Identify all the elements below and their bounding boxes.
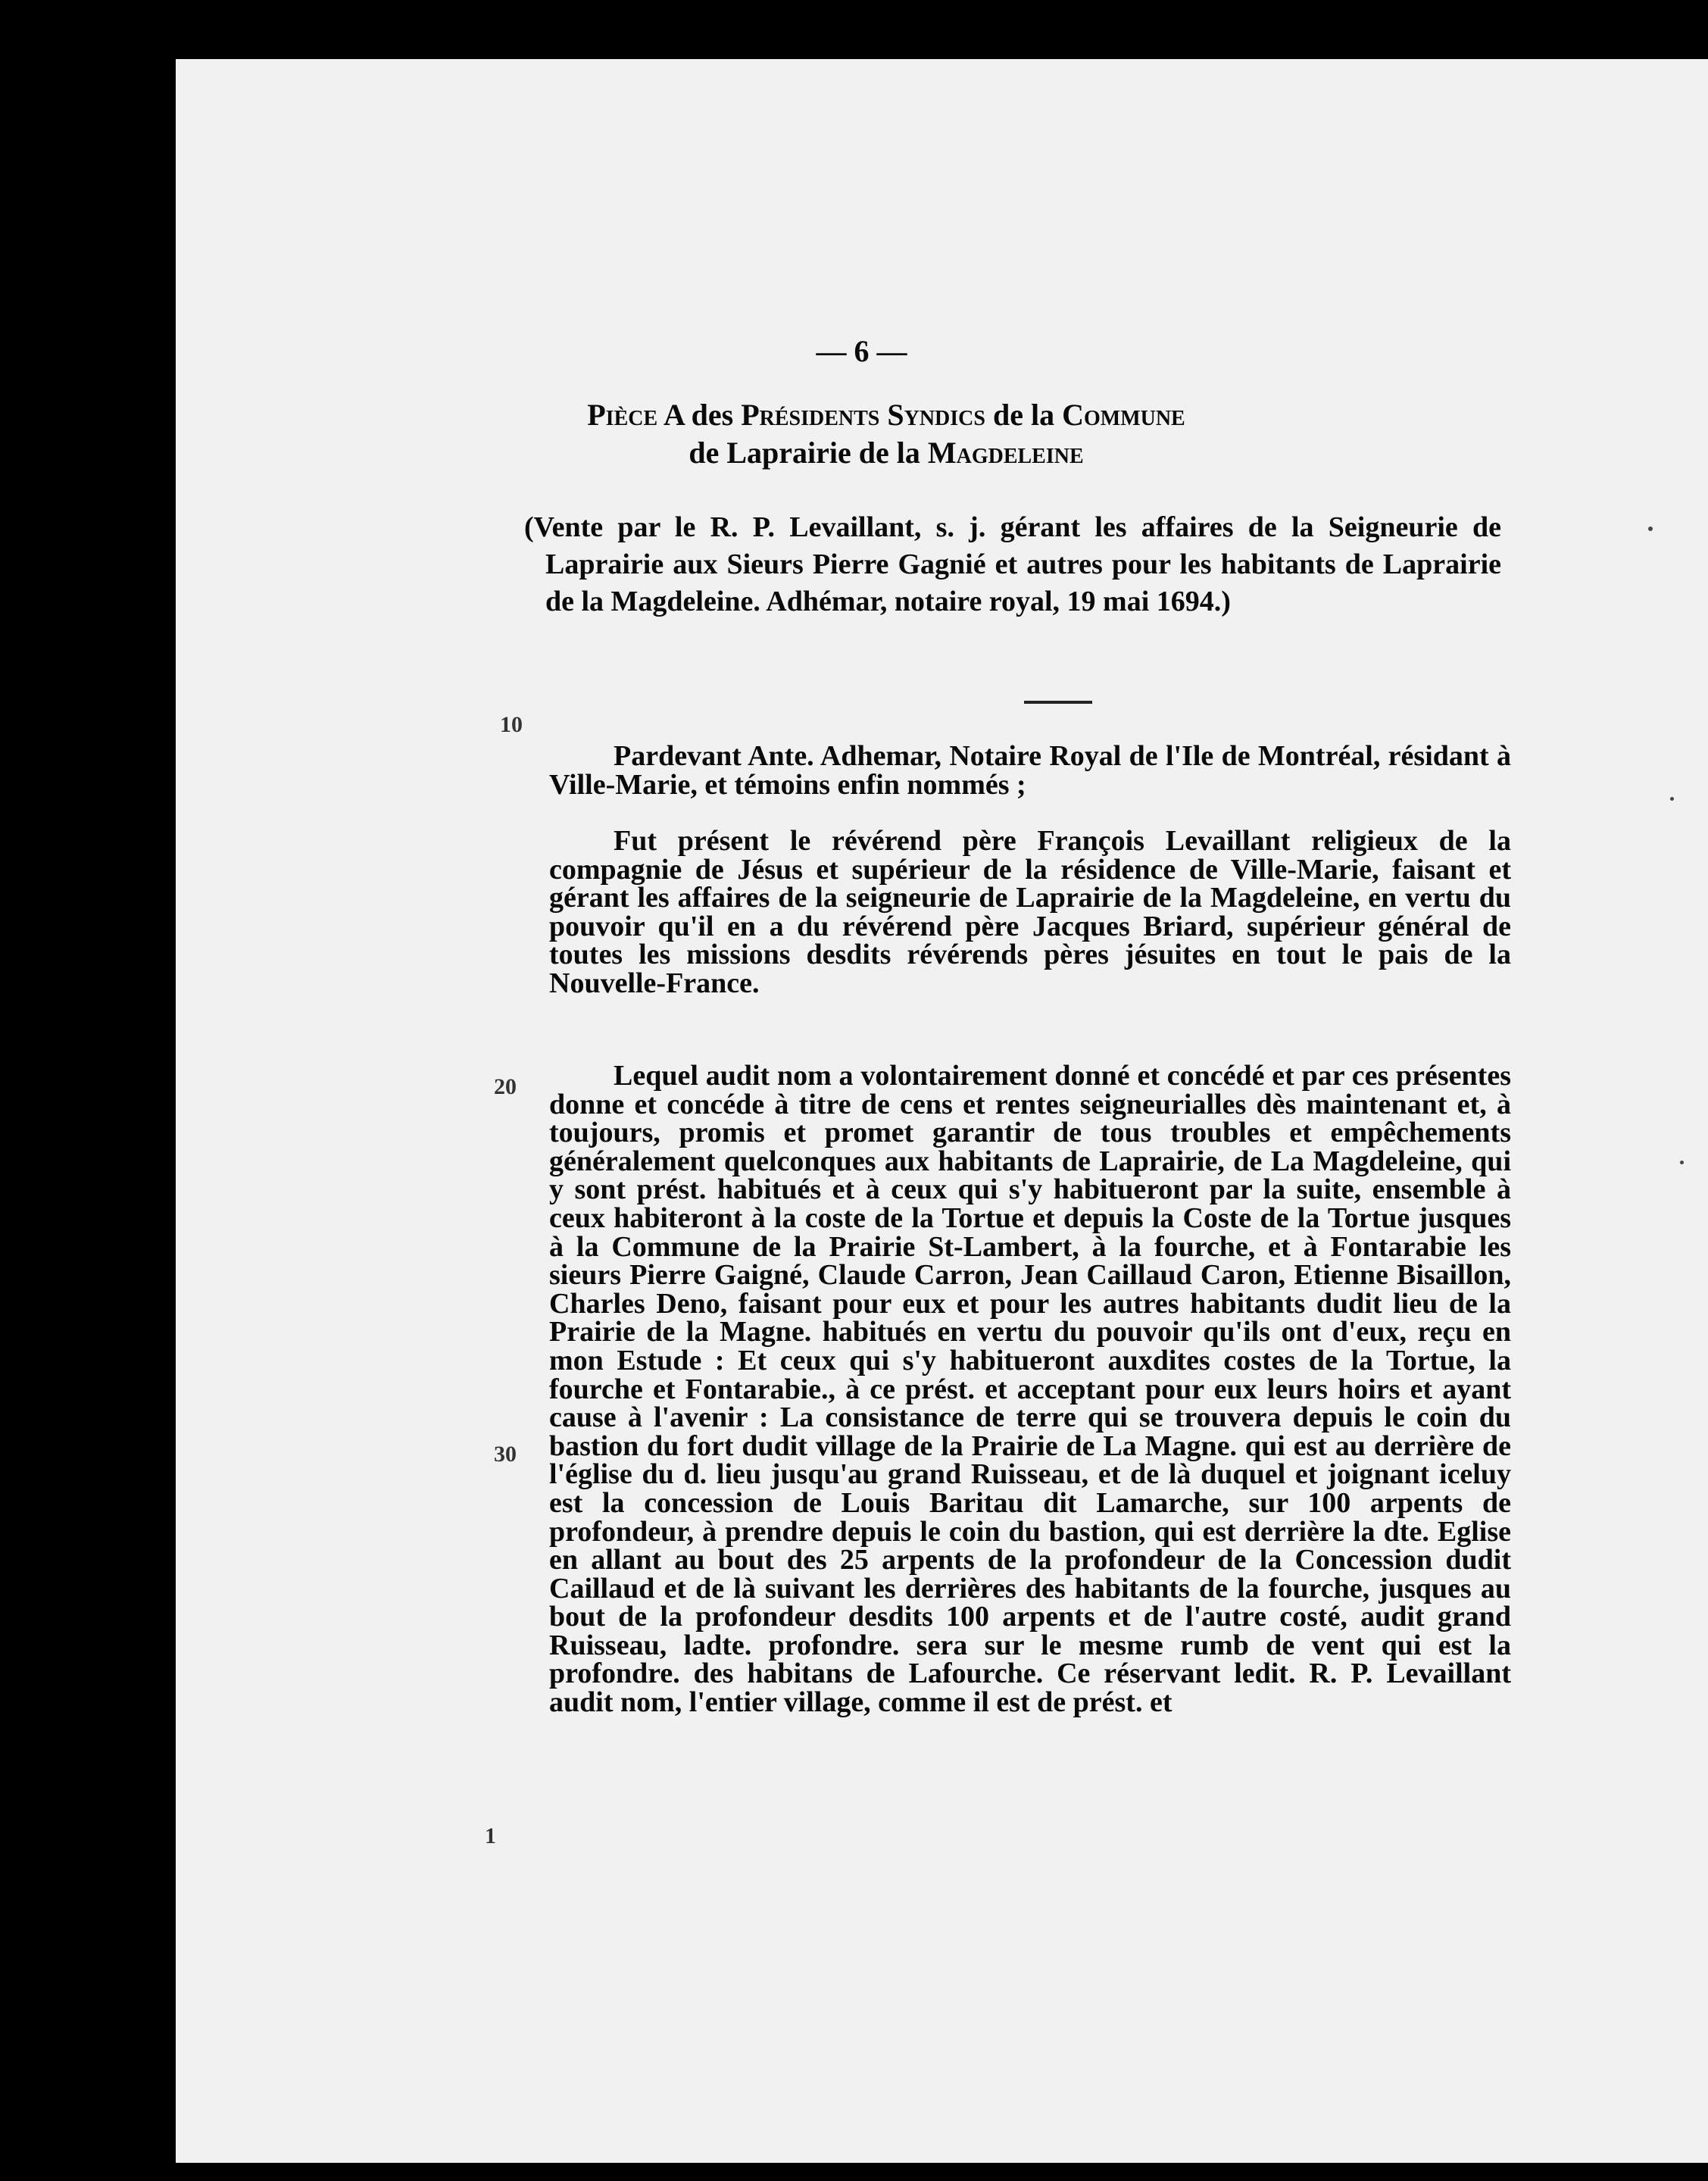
title-word: Magdeleine — [927, 436, 1084, 470]
paragraph: Fut présent le révérend père François Levaillant religieux de la compagnie de Jésus et supérieur de la résidence de Ville-Marie, faisant et gérant les affaires de la seigneurie de Laprairie de la Magdeleine, en vertu du pouvoir qu'il en a du révérend père Jacques Briard, supérieur général de toutes les missions desdits révérends pères jésuites en tout le pais de la Nouvelle-France. — [549, 825, 1511, 999]
title-word: de Laprairie de la — [689, 436, 928, 470]
margin-line-number: 10 — [500, 712, 523, 737]
margin-line-number: 30 — [494, 1442, 517, 1467]
title-word: de la — [985, 398, 1063, 432]
margin-line-number: 20 — [494, 1074, 517, 1099]
title-word: Commune — [1062, 398, 1185, 432]
title-line-2 — [470, 435, 1303, 471]
title-line-1 — [470, 397, 1303, 433]
speck — [1648, 527, 1653, 531]
title-word: Présidents Syndics — [741, 398, 985, 432]
paragraph: Lequel audit nom a volontairement donné et concédé et par ces présentes donne et concéde à titre de cens et rentes seigneurialles dès maintenant et, à toujours, promis et promet garantir de tous troubles et empêchements généralement quelconques aux habitants de Laprairie, de La Magdeleine, qui y sont prést. habitués et à ceux qui s'y habitueront par la suite, ensemble à ceux habiteront à la coste de la Tortue et depuis la Coste de la Tortue jusques à la Commune de la Prairie St-Lambert, à la fourche, et à Fontarabie les sieurs Pierre Gaigné, Claude Carron, Jean Caillaud Caron, Etienne Bisaillon, Charles Deno, faisant pour eux et pour les autres habitants dudit lieu de la Prairie de la Magne. habitués en vertu du pouvoir qu'ils ont d'eux, reçu en mon Estude : Et ceux qui s'y habitueront auxdites costes de la Tortue, la fourche et Fontarabie., à ce prést. et acceptant pour eux leurs hoirs et ayant cause à l'avenir : La consistance de terre qui se trouvera depuis le coin du bastion du fort dudit village de la Prairie de La Magne. qui est au derrière de l'église du d. lieu jusqu'au grand Ruisseau, et de là duquel et joignant iceluy est la concession de Louis Baritau dit Lamarche, sur 100 arpents de profondeur, à prendre depuis le coin du bastion, qui est derrière la dte. Eglise en allant au bout des 25 arpents de la profondeur de la Concession dudit Caillaud et de là suivant les derrières des habitants de la fourche, jusques au bout de la profondeur desdits 100 arpents et de l'autre costé, audit grand Ruisseau, ladte. profondre. sera sur le mesme rumb de vent qui est la profondre. des habitans de Lafourche. Ce réservant ledit. R. P. Levaillant audit nom, l'entier village, comme il est de prést. et — [549, 1060, 1511, 1719]
document-summary: (Vente par le R. P. Levaillant, s. j. gérant les affaires de la Seigneurie de Laprairie aux Sieurs Pierre Gagnié et autres pour les habitants de Laprairie de la Magdeleine. Adhémar, notaire royal, 19 mai 1694.) — [524, 511, 1501, 617]
margin-line-number: 1 — [485, 1823, 496, 1848]
divider-rule — [1024, 701, 1092, 704]
speck — [1670, 797, 1674, 801]
speck — [1680, 1161, 1684, 1164]
page-number: — 6 — — [816, 334, 907, 368]
paragraph: Pardevant Ante. Adhemar, Notaire Royal de l'Ile de Montréal, résidant à Ville-Marie, et témoins enfin nommés ; — [549, 740, 1511, 801]
title-word: Pièce — [587, 398, 658, 432]
title-word: A des — [657, 398, 742, 432]
